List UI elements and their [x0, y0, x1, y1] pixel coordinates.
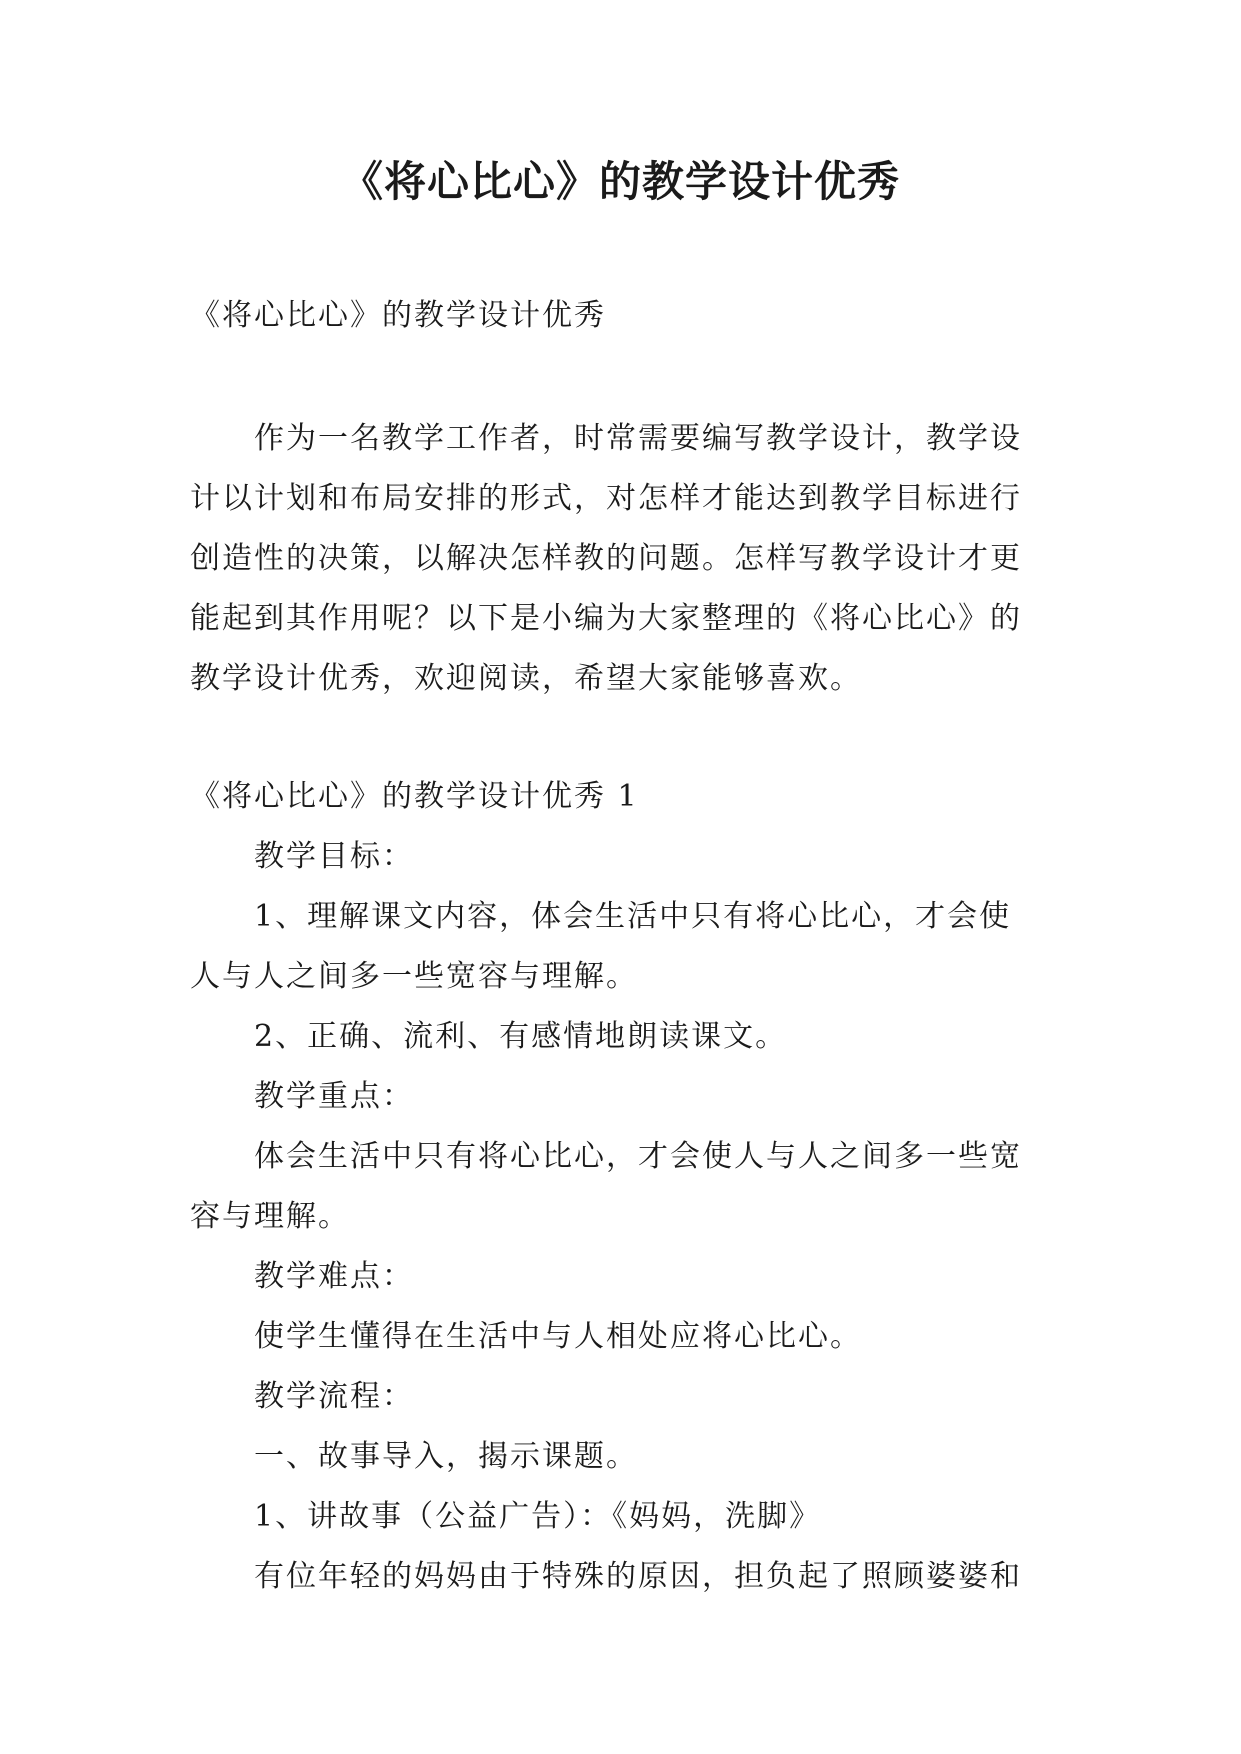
body-line: 体会生活中只有将心比心，才会使人与人之间多一些宽 [254, 1139, 1022, 1174]
document-title: 《将心比心》的教学设计优秀 [340, 157, 900, 206]
body-line: 教学重点： [254, 1079, 414, 1114]
document-subtitle: 《将心比心》的教学设计优秀 [190, 298, 606, 333]
intro-line: 教学设计优秀，欢迎阅读，希望大家能够喜欢。 [190, 661, 862, 696]
body-line: 一、故事导入，揭示课题。 [254, 1439, 638, 1474]
body-line: 2、正确、流利、有感情地朗读课文。 [254, 1019, 788, 1054]
body-line: 1、讲故事（公益广告）：《妈妈，洗脚》 [254, 1499, 822, 1534]
body-line: 人与人之间多一些宽容与理解。 [190, 959, 638, 994]
intro-line: 作为一名教学工作者，时常需要编写教学设计，教学设 [254, 421, 1022, 456]
intro-line: 能起到其作用呢？以下是小编为大家整理的《将心比心》的 [190, 601, 1022, 636]
body-line: 容与理解。 [190, 1199, 350, 1234]
body-line: 教学目标： [254, 839, 414, 874]
document-body [190, 286, 1052, 1607]
body-line: 使学生懂得在生活中与人相处应将心比心。 [254, 1319, 862, 1354]
intro-paragraph [190, 409, 1052, 709]
section-heading: 《将心比心》的教学设计优秀 1 [190, 779, 639, 814]
body-line: 1、理解课文内容，体会生活中只有将心比心，才会使 [254, 899, 1012, 934]
body-line: 教学流程： [254, 1379, 414, 1414]
intro-line: 计以计划和布局安排的形式，对怎样才能达到教学目标进行 [190, 481, 1022, 516]
body-line: 教学难点： [254, 1259, 414, 1294]
body-line: 有位年轻的妈妈由于特殊的原因，担负起了照顾婆婆和 [254, 1559, 1022, 1594]
intro-line: 创造性的决策，以解决怎样教的问题。怎样写教学设计才更 [190, 541, 1022, 576]
section-body [190, 827, 1052, 1607]
